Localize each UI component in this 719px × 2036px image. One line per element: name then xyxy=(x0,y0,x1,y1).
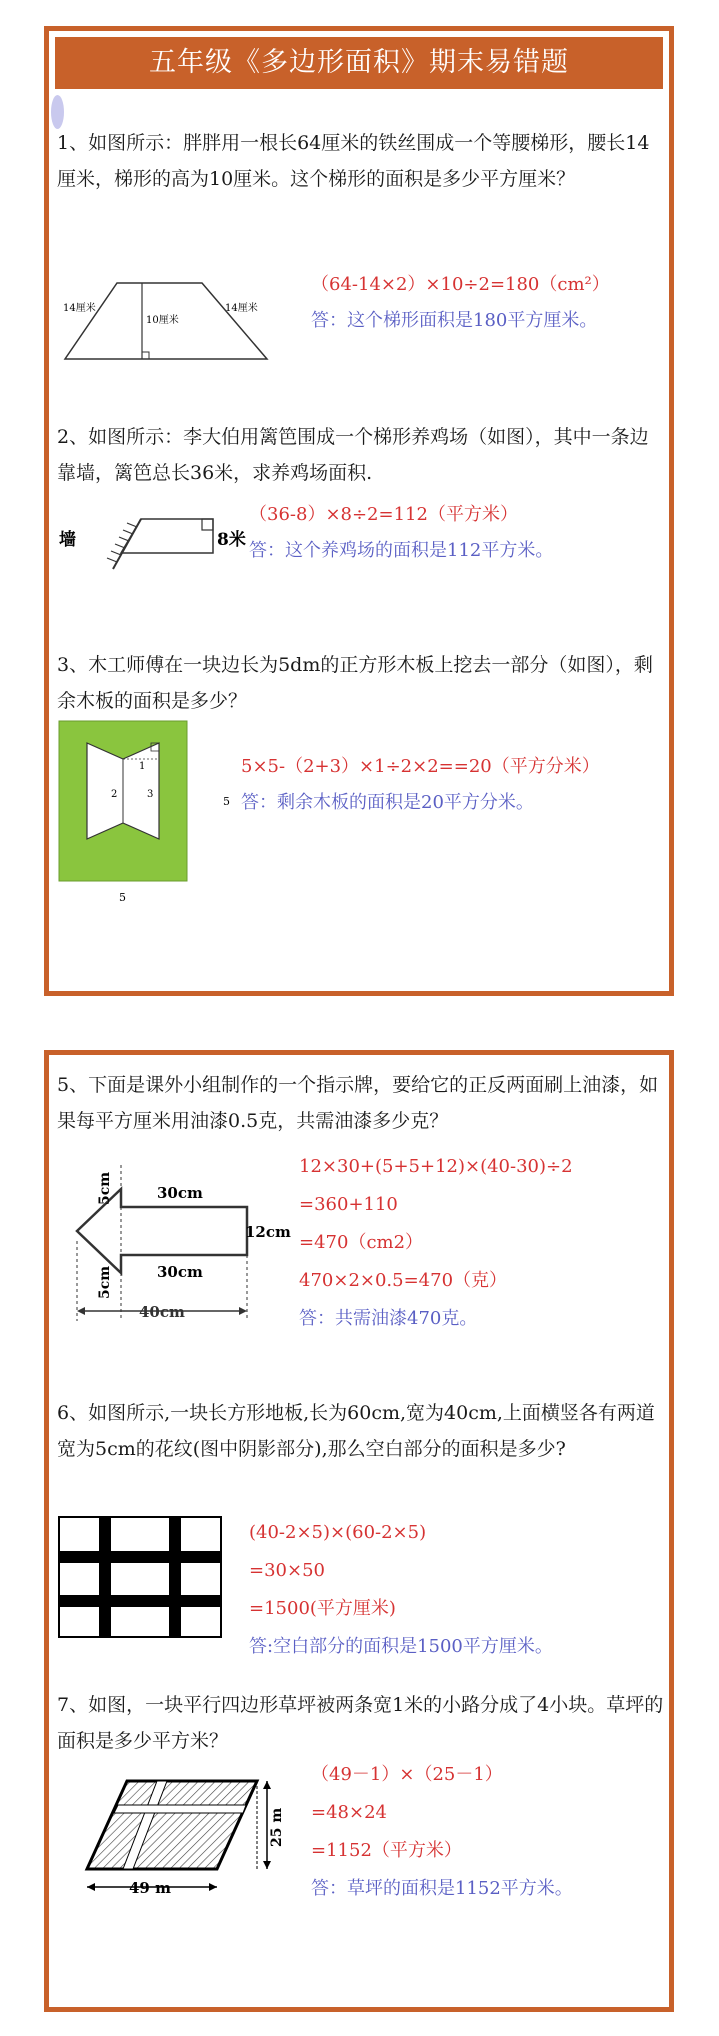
label-1: 1 xyxy=(139,761,146,772)
problem-5-step-1: 12×30+(5+5+12)×(40-30)÷2 xyxy=(299,1156,573,1177)
problem-2-wall-figure xyxy=(57,497,257,577)
worksheet-panel-2 xyxy=(44,1050,674,2012)
problem-5-arrow-sign-figure xyxy=(57,1151,297,1341)
label-8m: 8米 xyxy=(217,530,246,550)
label-wall: 墙 xyxy=(59,530,76,550)
problem-5-step-3: =470（cm2） xyxy=(299,1232,424,1253)
label-3: 3 xyxy=(147,789,154,800)
label-top-30cm: 30cm xyxy=(157,1184,203,1202)
problem-1-answer: 答：这个梯形面积是180平方厘米。 xyxy=(311,310,598,331)
label-25m: 25 m xyxy=(269,1807,285,1847)
problem-3-formula: 5×5-（2+3）×1÷2×2==20（平方分米） xyxy=(241,756,600,777)
label-40cm: 40cm xyxy=(139,1303,185,1321)
worksheet-panel-1 xyxy=(44,26,674,996)
problem-6-question: 6、如图所示,一块长方形地板,长为60cm,宽为40cm,上面横竖各有两道宽为5cm的花纹(图中阴影部分),那么空白部分的面积是多少? xyxy=(57,1402,655,1460)
page-title: 五年级《多边形面积》期末易错题 xyxy=(55,37,663,89)
problem-6-floor-figure xyxy=(57,1515,227,1641)
problem-6-step-2: =30×50 xyxy=(249,1560,325,1581)
label-top-5cm: 5cm xyxy=(97,1171,113,1205)
problem-2-formula: （36-8）×8÷2=112（平方米） xyxy=(249,504,518,525)
label-49m: 49 m xyxy=(129,1879,171,1897)
problem-5-step-2: =360+110 xyxy=(299,1194,398,1215)
problem-2-question: 2、如图所示：李大伯用篱笆围成一个梯形养鸡场（如图），其中一条边靠墙，篱笆总长36米，求养鸡场面积. xyxy=(57,426,649,484)
problem-6-step-1: (40-2×5)×(60-2×5) xyxy=(249,1522,427,1543)
problem-7-answer: 答：草坪的面积是1152平方米。 xyxy=(311,1878,573,1899)
label-2: 2 xyxy=(111,789,118,800)
problem-1-question: 1、如图所示：胖胖用一根长64厘米的铁丝围成一个等腰梯形，腰长14厘米，梯形的高为10厘米。这个梯形的面积是多少平方厘米？ xyxy=(57,132,650,190)
label-bottom-30cm: 30cm xyxy=(157,1263,203,1281)
label-height: 10厘米 xyxy=(146,315,179,326)
label-bottom-5cm: 5cm xyxy=(97,1265,113,1299)
problem-1-formula: （64-14×2）×10÷2=180（cm²） xyxy=(311,274,610,295)
problem-5-question: 5、下面是课外小组制作的一个指示牌，要给它的正反两面刷上油漆，如果每平方厘米用油漆0.5克，共需油漆多少克？ xyxy=(57,1074,659,1132)
problem-7-step-1: （49－1）×（25－1） xyxy=(311,1764,503,1785)
problem-2-answer: 答：这个养鸡场的面积是112平方米。 xyxy=(249,540,554,561)
label-left-side: 14厘米 xyxy=(63,303,96,314)
label-12cm: 12cm xyxy=(245,1223,291,1241)
problem-5-answer: 答：共需油漆470克。 xyxy=(299,1308,478,1329)
problem-7-step-3: =1152（平方米） xyxy=(311,1840,462,1861)
problem-7-parallelogram-figure xyxy=(57,1761,287,1901)
problem-6-answer: 答:空白部分的面积是1500平方厘米。 xyxy=(249,1636,553,1657)
problem-3-question: 3、木工师傅在一块边长为5dm的正方形木板上挖去一部分（如图），剩余木板的面积是多少？ xyxy=(57,654,653,712)
problem-5-step-4: 470×2×0.5=470（克） xyxy=(299,1270,508,1291)
label-side-5: 5 xyxy=(223,795,230,808)
problem-3-answer: 答：剩余木板的面积是20平方分米。 xyxy=(241,792,534,813)
problem-1-trapezoid-figure xyxy=(57,259,277,369)
problem-3-square-board-figure xyxy=(57,711,237,911)
problem-7-question: 7、如图，一块平行四边形草坪被两条宽1米的小路分成了4小块。草坪的面积是多少平方米？ xyxy=(57,1694,664,1752)
problem-6-step-3: =1500(平方厘米) xyxy=(249,1598,396,1619)
decorative-dot xyxy=(51,95,64,129)
label-bottom-5: 5 xyxy=(119,891,126,904)
label-right-side: 14厘米 xyxy=(225,303,258,314)
problem-7-step-2: =48×24 xyxy=(311,1802,387,1823)
